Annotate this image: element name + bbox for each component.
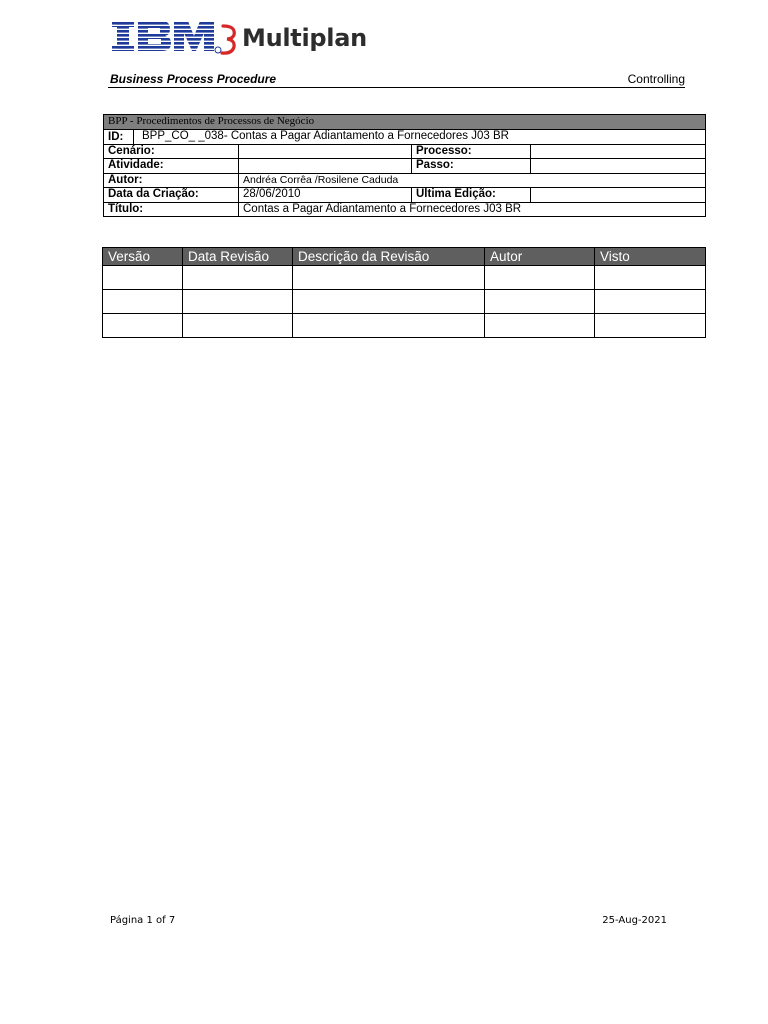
page-number: Página 1 of 7: [110, 915, 176, 926]
data-criacao-value: 28/06/2010: [239, 188, 412, 203]
multiplan-wordmark: Multiplan: [242, 24, 367, 52]
id-row: [104, 129, 706, 144]
bpp-title-row: [104, 115, 706, 130]
bpp-info-table: [103, 114, 706, 217]
cenario-label: Cenário:: [104, 144, 239, 159]
id-value: BPP_CO_ _038- Contas a Pagar Adiantamento a Fornecedores J03 BR: [142, 130, 509, 142]
autor-label: Autor:: [104, 173, 239, 188]
footer-date: 25-Aug-2021: [602, 915, 667, 926]
revision-header-data: Data Revisão: [183, 248, 293, 266]
data-criacao-row: [104, 188, 706, 203]
revision-cell: [103, 290, 183, 314]
cenario-value: [239, 144, 412, 159]
revision-cell: [485, 266, 595, 290]
revision-cell: [183, 314, 293, 338]
autor-value: Andréa Corrêa /Rosilene Caduda: [239, 173, 706, 188]
titulo-label: Título:: [104, 202, 239, 217]
ibm-multiplan-logo: [110, 18, 367, 58]
revision-cell: [103, 266, 183, 290]
revision-cell: [293, 266, 485, 290]
revision-cell: [103, 314, 183, 338]
document-section: Controlling: [627, 72, 685, 86]
atividade-value: [239, 159, 412, 174]
revision-row: [103, 266, 706, 290]
data-criacao-label: Data da Criação:: [104, 188, 239, 203]
cenario-row: [104, 144, 706, 159]
atividade-row: [104, 159, 706, 174]
document-type: Business Process Procedure: [110, 72, 277, 86]
revision-header-versao: Versão: [103, 248, 183, 266]
revision-cell: [595, 314, 706, 338]
revision-header-autor: Autor: [485, 248, 595, 266]
document-header: [108, 70, 685, 88]
ultima-edicao-value: [531, 188, 706, 203]
id-label: ID:: [104, 130, 134, 144]
processo-value: [531, 144, 706, 159]
passo-value: [531, 159, 706, 174]
id-cell: [104, 129, 706, 144]
revision-header-descricao: Descrição da Revisão: [293, 248, 485, 266]
revision-cell: [595, 266, 706, 290]
revision-cell: [183, 290, 293, 314]
revision-header-row: [103, 248, 706, 266]
revision-cell: [293, 290, 485, 314]
revision-cell: [485, 290, 595, 314]
revision-cell: [293, 314, 485, 338]
ultima-edicao-label: Ultima Edição:: [412, 188, 531, 203]
autor-row: [104, 173, 706, 188]
atividade-label: Atividade:: [104, 159, 239, 174]
revision-row: [103, 290, 706, 314]
revision-table: [102, 247, 706, 338]
revision-cell: [595, 290, 706, 314]
titulo-row: [104, 202, 706, 217]
processo-label: Processo:: [412, 144, 531, 159]
revision-header-visto: Visto: [595, 248, 706, 266]
revision-row: [103, 314, 706, 338]
bpp-title: BPP - Procedimentos de Processos de Negócio: [104, 115, 706, 130]
ibm-logo-icon: [110, 18, 238, 58]
titulo-value: Contas a Pagar Adiantamento a Fornecedores J03 BR: [239, 202, 706, 217]
revision-cell: [183, 266, 293, 290]
passo-label: Passo:: [412, 159, 531, 174]
revision-cell: [485, 314, 595, 338]
